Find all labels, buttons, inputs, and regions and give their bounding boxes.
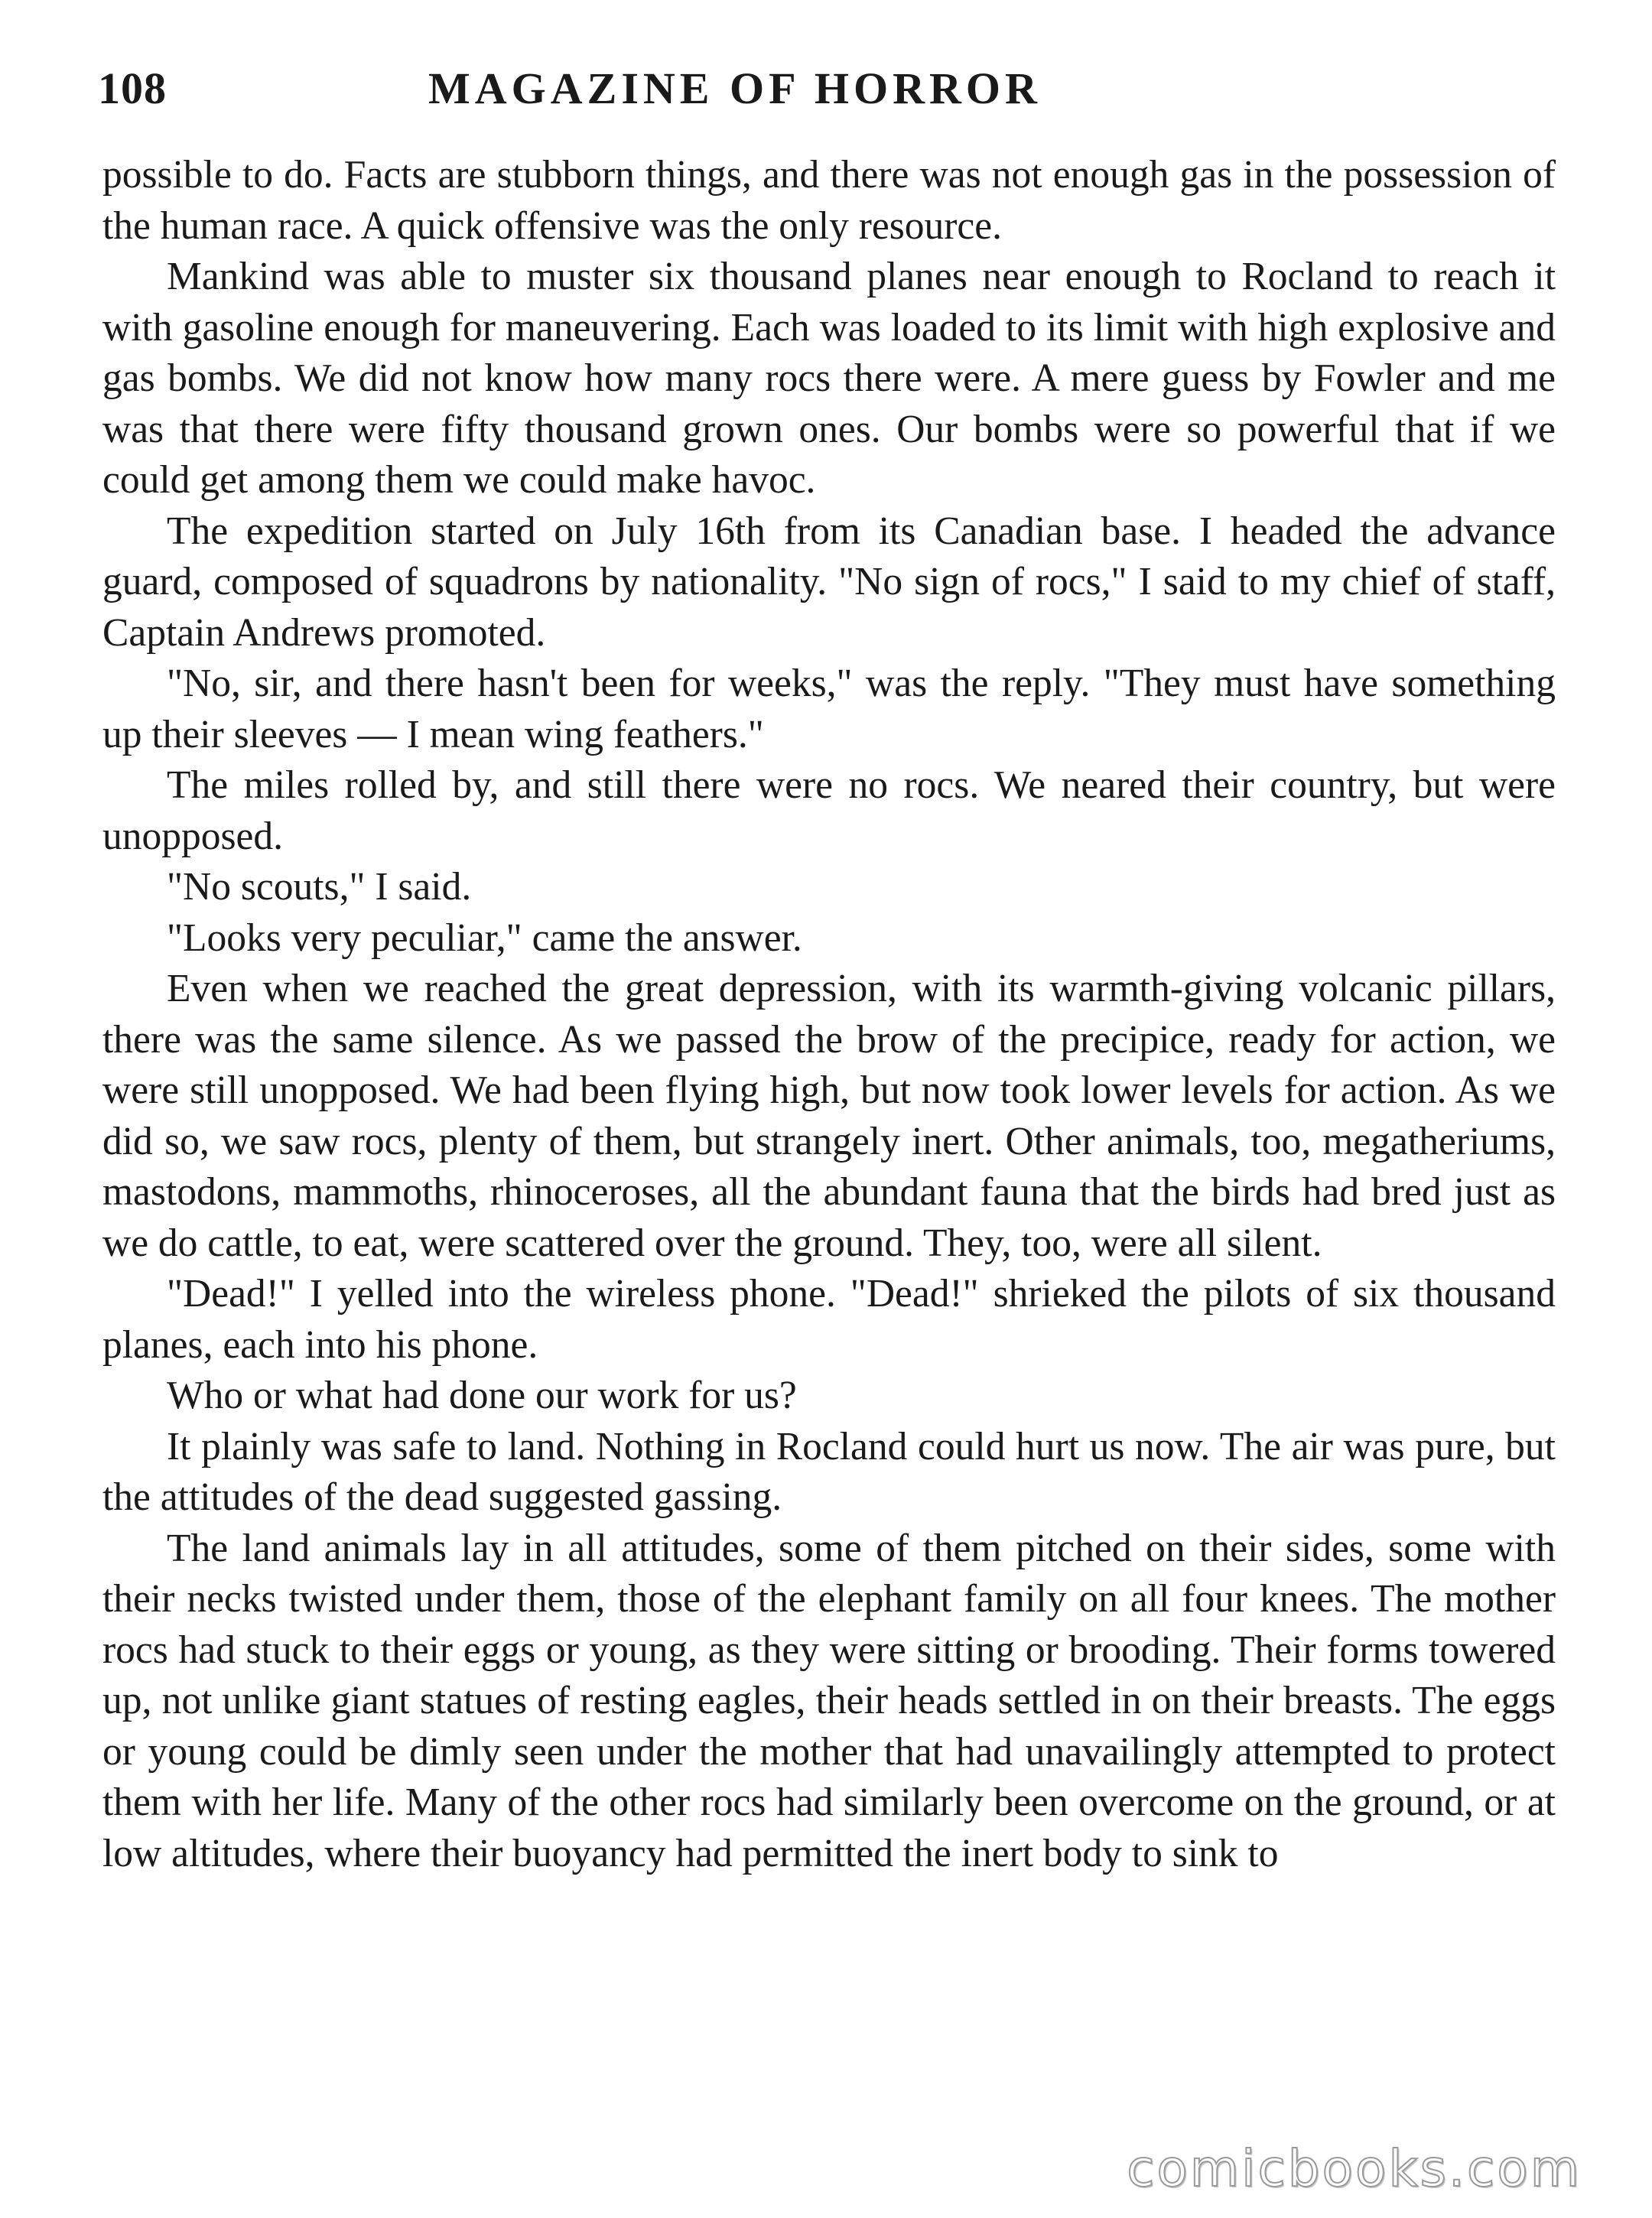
story-body	[102, 150, 1556, 1879]
paragraph: possible to do. Facts are stubborn things, and there was not enough gas in the possession of the human race. A quick offensive was the only resource.	[102, 153, 1556, 248]
page-header	[98, 63, 1551, 124]
paragraph: The miles rolled by, and still there were no rocs. We neared their country, but were unopposed.	[102, 763, 1556, 858]
running-head: MAGAZINE OF HORROR	[428, 63, 1042, 113]
paragraph: "No, sir, and there hasn't been for weeks," was the reply. "They must have something up their sleeves — I mean wing feathers."	[102, 662, 1556, 756]
paragraph: "Dead!" I yelled into the wireless phone. "Dead!" shrieked the pilots of six thousand planes, each into his phone.	[102, 1272, 1556, 1367]
watermark: comicbooks.com	[1127, 2139, 1582, 2198]
paragraph: The expedition started on July 16th from its Canadian base. I headed the advance guard, composed of squadrons by nationality. "No sign of rocs," I said to my chief of staff, Captain Andrews promoted.	[102, 509, 1556, 655]
paragraph: It plainly was safe to land. Nothing in Rocland could hurt us now. The air was pure, but the attitudes of the dead suggested gassing.	[102, 1424, 1556, 1519]
paragraph: "No scouts," I said.	[167, 865, 472, 909]
paragraph: Who or what had done our work for us?	[167, 1374, 797, 1417]
paragraph: "Looks very peculiar," came the answer.	[167, 915, 802, 960]
paragraph: Even when we reached the great depression, with its warmth-giving volcanic pillars, there was the same silence. As we passed the brow of the precipice, ready for action, we were still unopposed. We had been flying high, but now took lower levels for action. As we did so, we saw rocs, plenty of them, but strangely inert. Other animals, too, megatheriums, mastodons, mammoths, rhinoceroses, all the abundant fauna that the birds had bred just as we do cattle, to eat, were scattered over the ground. They, too, were all silent.	[102, 967, 1556, 1265]
page-number: 108	[98, 63, 167, 113]
paragraph: The land animals lay in all attitudes, some of them pitched on their sides, some with their necks twisted under them, those of the elephant family on all four knees. The mother rocs had stuck to their eggs or young, as they were sitting or brooding. Their forms towered up, not unlike giant statues of resting eagles, their heads settled in on their breasts. The eggs or young could be dimly seen under the mother that had unavailingly attempted to protect them with her life. Many of the other rocs had similarly been overcome on the ground, or at low altitudes, where their buoyancy had permitted the inert body to sink to	[102, 1526, 1556, 1875]
paragraph: Mankind was able to muster six thousand planes near enough to Rocland to reach it with gasoline enough for maneuvering. Each was loaded to its limit with high explosive and gas bombs. We did not know how many rocs there were. A mere guess by Fowler and me was that there were fifty thousand grown ones. Our bombs were so powerful that if we could get among them we could make havoc.	[102, 255, 1556, 502]
